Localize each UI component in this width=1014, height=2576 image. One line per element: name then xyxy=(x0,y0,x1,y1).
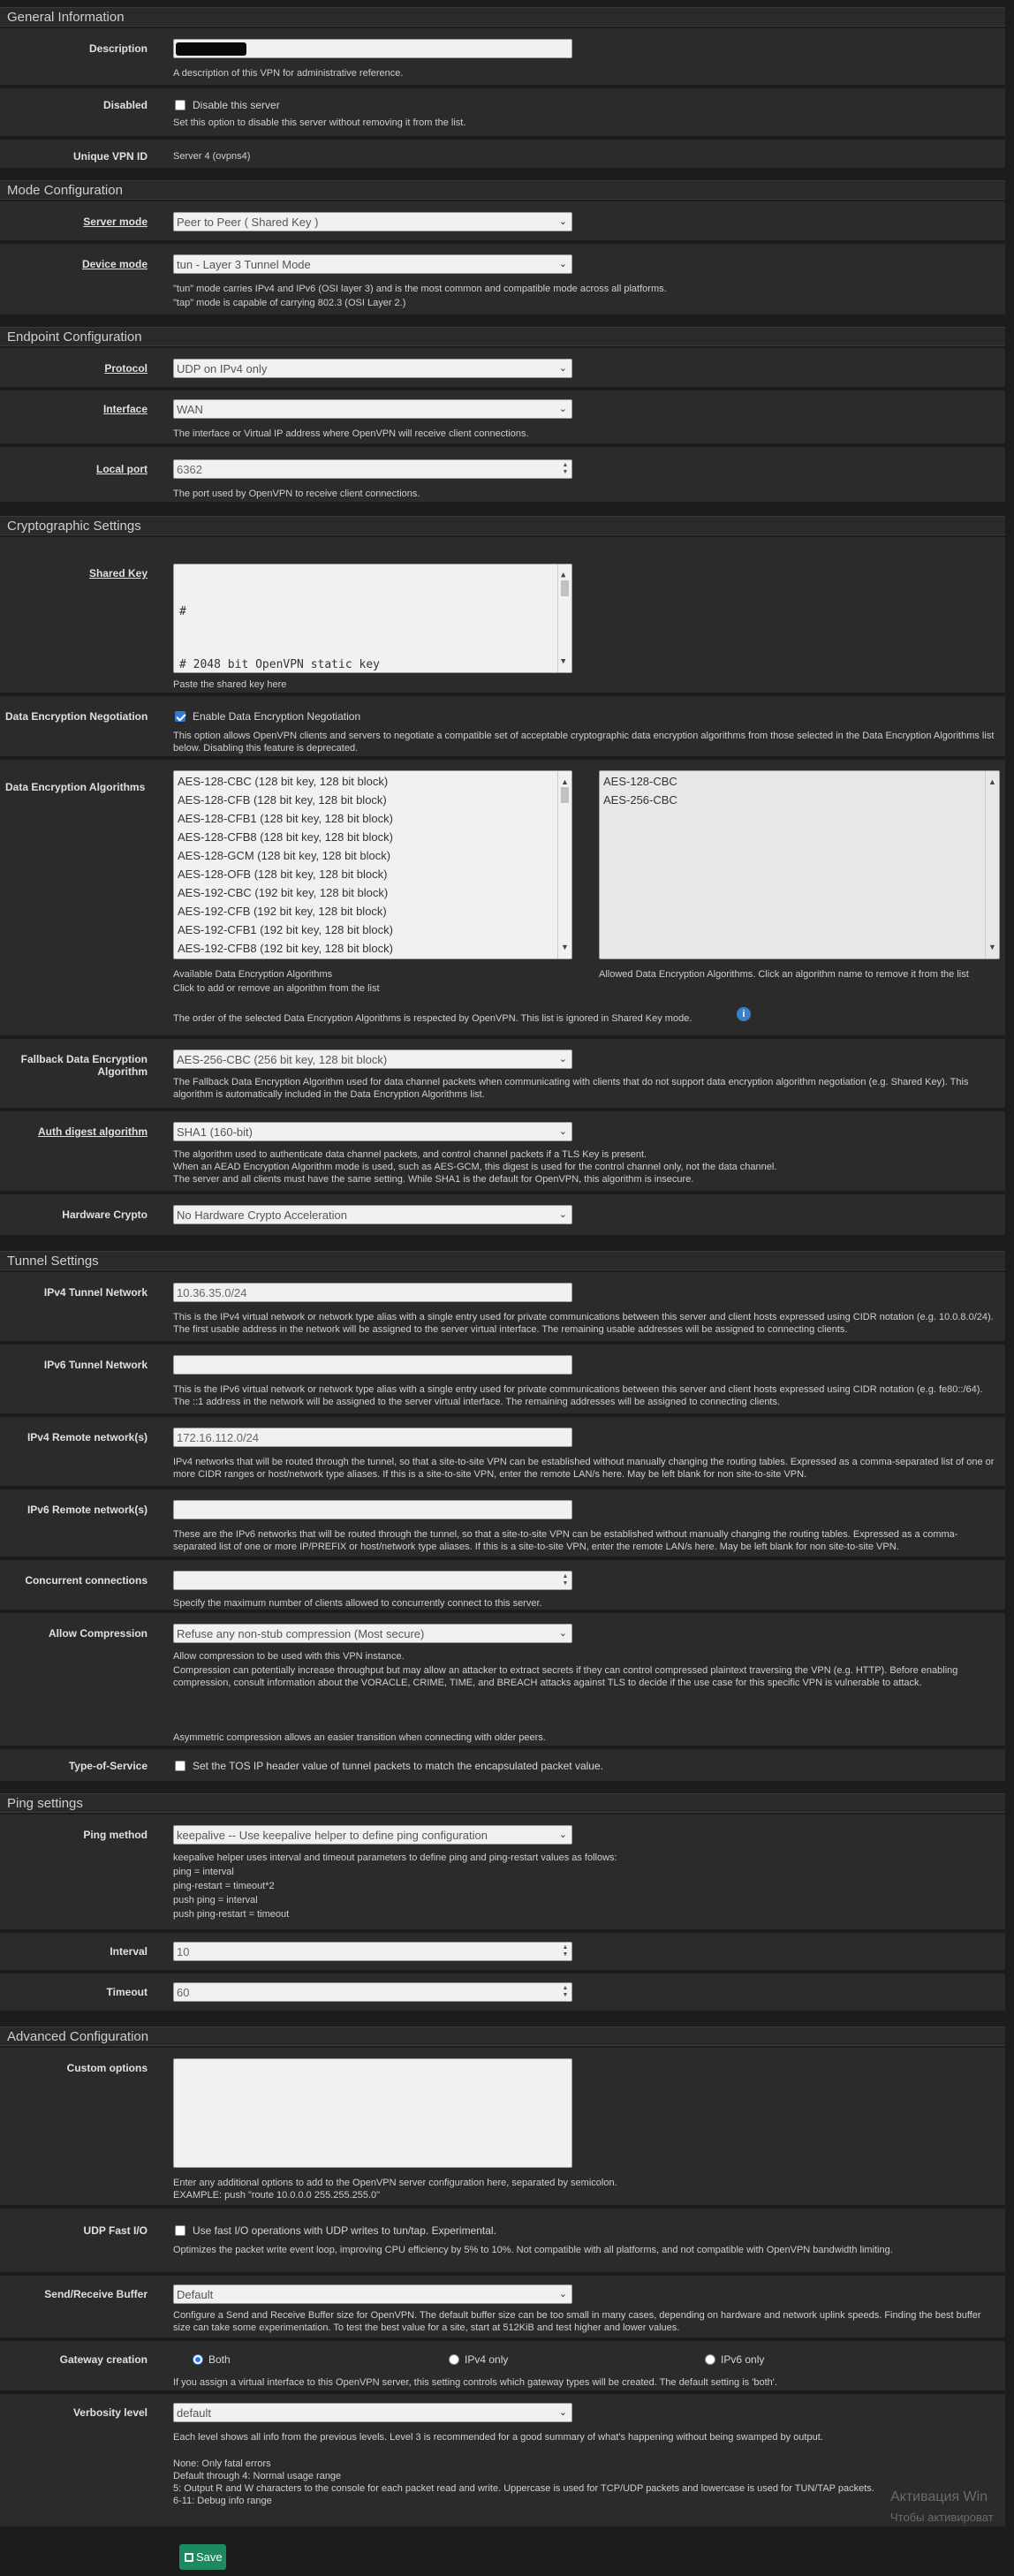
chevron-down-icon: ⌄ xyxy=(558,1830,567,1840)
row-local-port xyxy=(0,447,1005,504)
ipv4-remote-label: IPv4 Remote network(s) xyxy=(26,1431,148,1443)
ping-help-line: push ping = interval xyxy=(173,1895,258,1905)
auth-digest-help-3: The server and all clients must have the same setting. While SHA1 is the default for OpenVPN, this algorithm is insecure. xyxy=(173,1174,694,1185)
compression-help-1: Allow compression to be used with this VPN instance. xyxy=(173,1651,405,1662)
ipv6-remote-label: IPv6 Remote network(s) xyxy=(26,1504,148,1516)
scroll-thumb[interactable] xyxy=(561,787,569,803)
available-algorithm-item[interactable]: AES-128-GCM (128 bit key, 128 bit block) xyxy=(178,849,391,862)
custom-options-help-1: Enter any additional options to add to the OpenVPN server configuration here, separated by semicolon. xyxy=(173,2178,617,2188)
row-interface xyxy=(0,390,1005,445)
protocol-value: UDP on IPv4 only xyxy=(177,362,268,375)
buffer-select[interactable] xyxy=(173,2284,572,2304)
available-algorithms-help-2: Click to add or remove an algorithm from the list xyxy=(173,983,380,994)
interface-value: WAN xyxy=(177,403,203,416)
info-icon[interactable]: i xyxy=(737,1007,751,1021)
compression-select[interactable] xyxy=(173,1624,572,1643)
row-device-mode xyxy=(0,244,1005,316)
interval-input[interactable] xyxy=(173,1942,572,1961)
row-custom-options xyxy=(0,2048,1005,2207)
row-disabled xyxy=(0,88,1005,138)
chevron-down-icon: ⌄ xyxy=(558,1628,567,1639)
verbosity-value: default xyxy=(177,2406,212,2420)
custom-options-label: Custom options xyxy=(66,2062,148,2074)
section-tunnel-title: Tunnel Settings xyxy=(0,1251,1005,1270)
auth-digest-label: Auth digest algorithm xyxy=(38,1125,148,1138)
scroll-up-icon[interactable]: ▲ xyxy=(988,777,996,786)
hardware-crypto-label: Hardware Crypto xyxy=(62,1208,148,1221)
redacted-block xyxy=(176,42,246,56)
local-port-input[interactable] xyxy=(173,459,572,479)
scroll-up-icon[interactable]: ▲ xyxy=(561,571,566,580)
spinner-icon[interactable]: ▲ ▼ xyxy=(562,462,569,475)
negotiation-checkbox-label: Enable Data Encryption Negotiation xyxy=(193,710,361,723)
interval-label: Interval xyxy=(110,1945,148,1958)
fallback-label-line1: Fallback Data Encryption xyxy=(20,1053,148,1065)
device-mode-help-tap: "tap" mode is capable of carrying 802.3 (OSI Layer 2.) xyxy=(173,298,406,308)
verbosity-help-line: Default through 4: Normal usage range xyxy=(173,2471,342,2481)
tos-label: Type-of-Service xyxy=(68,1760,148,1772)
buffer-value: Default xyxy=(177,2288,214,2301)
row-server-mode xyxy=(0,201,1005,242)
ipv6-tunnel-input[interactable] xyxy=(173,1355,572,1375)
row-auth-digest xyxy=(0,1111,1005,1193)
windows-activation-watermark: Активация Win xyxy=(890,2489,988,2504)
server-mode-value: Peer to Peer ( Shared Key ) xyxy=(177,216,319,229)
concurrent-label: Concurrent connections xyxy=(25,1574,148,1587)
udp-fast-io-checkbox[interactable] xyxy=(175,2225,185,2236)
verbosity-help-line: 5: Output R and W characters to the console for each packet read and write. Uppercase is used for TCP/UDP packets and lowercase is used for TUN/TAP packets. xyxy=(173,2483,874,2494)
buffer-label: Send/Receive Buffer xyxy=(44,2288,148,2300)
ipv4-tunnel-label: IPv4 Tunnel Network xyxy=(43,1286,148,1299)
scroll-down-icon[interactable]: ▼ xyxy=(561,657,566,666)
section-general-title: General Information xyxy=(0,7,1005,27)
local-port-help: The port used by OpenVPN to receive client connections. xyxy=(173,489,420,499)
timeout-value: 60 xyxy=(177,1986,190,1999)
server-mode-label: Server mode xyxy=(83,216,148,228)
row-protocol xyxy=(0,348,1005,389)
verbosity-label: Verbosity level xyxy=(72,2406,148,2419)
custom-options-textarea[interactable] xyxy=(173,2058,572,2168)
gateway-help: If you assign a virtual interface to this OpenVPN server, this setting controls which gateway types will be created. The default setting is 'both'. xyxy=(173,2377,777,2388)
available-algorithms-help: Available Data Encryption Algorithms xyxy=(173,969,333,980)
ipv4-tunnel-help: This is the IPv4 virtual network or network type alias with a single entry used for private communications between this server and client hosts expressed using CIDR notation (e.g. 10.0.8.0/24). The first usable address in the network will be assigned to the server virtual interface. The remaining usable addresses will be assigned to connecting clients. xyxy=(173,1312,994,1335)
available-algorithm-item[interactable]: AES-192-CFB1 (192 bit key, 128 bit block) xyxy=(178,923,393,936)
ping-help-line: push ping-restart = timeout xyxy=(173,1909,290,1920)
available-algorithm-item[interactable]: AES-128-CBC (128 bit key, 128 bit block) xyxy=(178,775,389,788)
negotiation-help: This option allows OpenVPN clients and servers to negotiate a compatible set of acceptable cryptographic data encryption algorithms from those selected in the Data Encryption Algorithms list below. Disabling this feature is deprecated. xyxy=(173,731,995,754)
row-fallback xyxy=(0,1039,1005,1110)
ipv6-remote-input[interactable] xyxy=(173,1500,572,1519)
chevron-down-icon: ⌄ xyxy=(558,2289,567,2299)
gateway-ipv4-radio[interactable] xyxy=(449,2354,459,2365)
scroll-thumb[interactable] xyxy=(561,580,569,596)
available-algorithm-item[interactable]: AES-128-OFB (128 bit key, 128 bit block) xyxy=(178,868,388,881)
interface-label: Interface xyxy=(102,403,148,415)
ipv6-tunnel-label: IPv6 Tunnel Network xyxy=(43,1359,148,1371)
chevron-down-icon: ⌄ xyxy=(558,404,567,414)
section-endpoint-title: Endpoint Configuration xyxy=(0,327,1005,346)
row-compression xyxy=(0,1613,1005,1747)
section-advanced-title: Advanced Configuration xyxy=(0,2027,1005,2046)
available-algorithm-item[interactable]: AES-192-CBC (192 bit key, 128 bit block) xyxy=(178,886,389,899)
available-algorithm-item[interactable]: AES-128-CFB8 (128 bit key, 128 bit block) xyxy=(178,830,393,844)
scroll-up-icon[interactable]: ▲ xyxy=(561,777,569,786)
gateway-both-radio[interactable] xyxy=(193,2354,203,2365)
protocol-label: Protocol xyxy=(104,362,148,375)
shared-key-line: # xyxy=(179,605,186,618)
device-mode-select[interactable] xyxy=(173,254,572,274)
unique-id-value: Server 4 (ovpns4) xyxy=(173,151,251,162)
row-verbosity xyxy=(0,2394,1005,2528)
allowed-algorithms-help: Allowed Data Encryption Algorithms. Click an algorithm name to remove it from the list xyxy=(599,969,969,980)
gateway-ipv4-label: IPv4 only xyxy=(465,2353,509,2366)
save-icon xyxy=(185,2553,193,2562)
spinner-icon[interactable]: ▲ ▼ xyxy=(562,1985,569,1998)
udp-fast-io-label: UDP Fast I/O xyxy=(83,2224,148,2237)
ping-method-label: Ping method xyxy=(83,1829,148,1841)
disable-server-checkbox[interactable] xyxy=(175,100,185,110)
gateway-both-label: Both xyxy=(208,2353,231,2366)
protocol-select[interactable] xyxy=(173,359,572,378)
udp-fast-io-checkbox-label: Use fast I/O operations with UDP writes to tun/tap. Experimental. xyxy=(193,2224,496,2237)
concurrent-help: Specify the maximum number of clients allowed to concurrently connect to this server. xyxy=(173,1598,542,1609)
available-list-scrollbar[interactable] xyxy=(557,771,571,958)
verbosity-help-line: 6-11: Debug info range xyxy=(173,2496,272,2506)
row-description xyxy=(0,28,1005,87)
save-button[interactable] xyxy=(179,2544,226,2570)
negotiation-checkbox[interactable] xyxy=(175,711,185,722)
row-concurrent xyxy=(0,1560,1005,1611)
available-algorithm-item[interactable]: AES-192-CFB (192 bit key, 128 bit block) xyxy=(178,905,387,918)
fallback-label-line2: Algorithm xyxy=(97,1065,148,1078)
ping-help-line: ping = interval xyxy=(173,1867,234,1877)
algorithms-order-help: The order of the selected Data Encryption Algorithms is respected by OpenVPN. This list is ignored in Shared Key mode. xyxy=(173,1013,692,1024)
shared-key-scrollbar[interactable] xyxy=(557,564,571,672)
description-input[interactable] xyxy=(173,39,572,58)
ping-help-line: ping-restart = timeout*2 xyxy=(173,1881,275,1891)
timeout-label: Timeout xyxy=(106,1986,148,1998)
description-label: Description xyxy=(88,42,148,55)
tos-checkbox[interactable] xyxy=(175,1761,185,1771)
custom-options-help-2: EXAMPLE: push "route 10.0.0.0 255.255.255.0" xyxy=(173,2190,381,2201)
chevron-down-icon: ⌄ xyxy=(558,363,567,374)
row-ipv6-remote xyxy=(0,1489,1005,1558)
row-negotiation xyxy=(0,696,1005,758)
hardware-crypto-select[interactable] xyxy=(173,1205,572,1224)
verbosity-help-line: None: Only fatal errors xyxy=(173,2459,271,2469)
row-udp-fast-io xyxy=(0,2209,1005,2274)
row-algorithms xyxy=(0,760,1005,1037)
ipv6-tunnel-help: This is the IPv6 virtual network or network type alias with a single entry used for private communications between this server and client hosts expressed using CIDR notation (e.g. fe80::/64). The ::1 address in the network will be assigned to the server virtual interface. The remaining addresses will be assigned to connecting clients. xyxy=(173,1384,983,1407)
allowed-list-scrollbar[interactable] xyxy=(985,771,999,958)
buffer-help: Configure a Send and Receive Buffer size for OpenVPN. The default buffer size can be too small in many cases, depending on hardware and network uplink speeds. Finding the best buffer size can take some experimentation. To test the best value for a site, start at 512KiB and test higher and lower values. xyxy=(173,2310,981,2333)
ping-help-line: keepalive helper uses interval and timeout parameters to define ping and ping-restart values as follows: xyxy=(173,1852,617,1863)
tos-checkbox-label: Set the TOS IP header value of tunnel packets to match the encapsulated packet value. xyxy=(193,1760,603,1772)
auth-digest-select[interactable] xyxy=(173,1122,572,1141)
scroll-down-icon[interactable]: ▼ xyxy=(988,943,996,951)
shared-key-line: # 2048 bit OpenVPN static key xyxy=(179,658,380,671)
algorithms-label: Data Encryption Algorithms xyxy=(5,781,146,793)
save-button-label: Save xyxy=(196,2550,223,2564)
chevron-down-icon: ⌄ xyxy=(558,216,567,227)
fallback-help: The Fallback Data Encryption Algorithm used for data channel packets when communicating with clients that do not support data encryption algorithm negotiation (e.g. Shared Key). This algorithm is automatically included in the Data Encryption Algorithms list. xyxy=(173,1077,969,1100)
ipv4-tunnel-input[interactable]: 10.36.35.0/24 xyxy=(173,1283,572,1302)
disable-server-checkbox-label: Disable this server xyxy=(193,99,280,111)
ping-method-select[interactable] xyxy=(173,1825,572,1845)
row-ipv4-tunnel xyxy=(0,1272,1005,1343)
row-interval xyxy=(0,1933,1005,1972)
server-mode-select[interactable] xyxy=(173,212,572,231)
section-crypto-title: Cryptographic Settings xyxy=(0,516,1005,535)
interface-select[interactable] xyxy=(173,399,572,419)
ipv4-remote-help: IPv4 networks that will be routed through the tunnel, so that a site-to-site VPN can be established without manually changing the routing tables. Expressed as a comma-separated list of one or more CIDR ranges or host/network type aliases. If this is a site-to-site VPN, enter the remote LAN/s here. May be left blank for non site-to-site VPN. xyxy=(173,1457,995,1480)
shared-key-help: Paste the shared key here xyxy=(173,679,287,690)
ipv4-remote-input[interactable]: 172.16.112.0/24 xyxy=(173,1428,572,1447)
chevron-down-icon: ⌄ xyxy=(558,259,567,269)
row-ipv6-tunnel xyxy=(0,1345,1005,1415)
spinner-icon[interactable]: ▲ ▼ xyxy=(562,1573,569,1587)
ping-method-value: keepalive -- Use keepalive helper to define ping configuration xyxy=(177,1829,488,1842)
allowed-algorithm-item[interactable]: AES-128-CBC xyxy=(603,775,677,788)
fallback-algorithm-value: AES-256-CBC (256 bit key, 128 bit block) xyxy=(177,1053,388,1066)
chevron-down-icon: ⌄ xyxy=(558,1126,567,1137)
allowed-algorithm-item[interactable]: AES-256-CBC xyxy=(603,793,677,807)
row-unique-id xyxy=(0,140,1005,170)
local-port-value: 6362 xyxy=(177,463,202,476)
local-port-label: Local port xyxy=(95,463,148,475)
row-buffer xyxy=(0,2276,1005,2339)
unique-id-label: Unique VPN ID xyxy=(72,150,148,163)
allowed-algorithms-list[interactable] xyxy=(599,770,1000,959)
disabled-label: Disabled xyxy=(102,99,148,111)
available-algorithms-list[interactable] xyxy=(173,770,572,959)
udp-fast-io-help: Optimizes the packet write event loop, improving CPU efficiency by 5% to 10%. Not compatible with all platforms, and not compatible with OpenVPN bandwidth limiting. xyxy=(173,2245,893,2255)
gateway-label: Gateway creation xyxy=(59,2353,148,2366)
row-tos xyxy=(0,1749,1005,1783)
compression-label: Allow Compression xyxy=(48,1627,148,1640)
row-shared-key xyxy=(0,537,1005,694)
device-mode-help-tun: "tun" mode carries IPv4 and IPv6 (OSI layer 3) and is the most common and compatible mode across all platforms. xyxy=(173,284,667,294)
description-help: A description of this VPN for administrative reference. xyxy=(173,68,404,79)
negotiation-label: Data Encryption Negotiation xyxy=(5,710,148,723)
fallback-label xyxy=(0,1053,155,1078)
windows-activation-watermark-sub: Чтобы активироват xyxy=(890,2511,994,2524)
auth-digest-help-1: The algorithm used to authenticate data channel packets, and control channel packets if a TLS Key is present. xyxy=(173,1149,647,1160)
chevron-down-icon: ⌄ xyxy=(558,2407,567,2418)
device-mode-label: Device mode xyxy=(81,258,148,270)
section-ping-title: Ping settings xyxy=(0,1793,1005,1813)
shared-key-label: Shared Key xyxy=(88,567,148,580)
concurrent-input[interactable] xyxy=(173,1571,572,1590)
available-algorithm-item[interactable]: AES-128-CFB (128 bit key, 128 bit block) xyxy=(178,793,387,807)
interval-value: 10 xyxy=(177,1945,190,1959)
shared-key-textarea[interactable] xyxy=(173,564,572,673)
row-timeout xyxy=(0,1974,1005,2012)
compression-value: Refuse any non-stub compression (Most secure) xyxy=(177,1627,425,1640)
row-gateway xyxy=(0,2341,1005,2392)
verbosity-select[interactable] xyxy=(173,2403,572,2422)
gateway-ipv6-label: IPv6 only xyxy=(721,2353,765,2366)
ipv6-remote-help: These are the IPv6 networks that will be routed through the tunnel, so that a site-to-site VPN can be established without manually changing the routing tables. Expressed as a comma-separated list of one or more IP/PREFIX or host/network type aliases. If this is a site-to-site VPN, enter the remote LAN/s here. May be left blank for non site-to-site VPN. xyxy=(173,1529,958,1552)
spinner-icon[interactable]: ▲ ▼ xyxy=(562,1944,569,1958)
row-ipv4-remote xyxy=(0,1417,1005,1488)
scroll-down-icon[interactable]: ▼ xyxy=(561,943,569,951)
verbosity-help: Each level shows all info from the previous levels. Level 3 is recommended for a good summary of what's happening without being swamped by output. xyxy=(173,2432,823,2443)
available-algorithm-item[interactable]: AES-128-CFB1 (128 bit key, 128 bit block) xyxy=(178,812,393,825)
row-ping-method xyxy=(0,1815,1005,1931)
timeout-input[interactable] xyxy=(173,1982,572,2002)
compression-help-2: Compression can potentially increase throughput but may allow an attacker to extract secrets if they can control compressed plaintext traversing the VPN (e.g. HTTP). Before enabling compression, consult information about the VORACLE, CRIME, TIME, and BREACH attacks against TLS to decide if the use case for this specific VPN is vulnerable to attack. xyxy=(173,1665,958,1688)
chevron-down-icon: ⌄ xyxy=(558,1209,567,1220)
hardware-crypto-value: No Hardware Crypto Acceleration xyxy=(177,1208,347,1222)
row-hardware-crypto xyxy=(0,1194,1005,1237)
gateway-ipv6-radio[interactable] xyxy=(705,2354,715,2365)
auth-digest-help-2: When an AEAD Encryption Algorithm mode is used, such as AES-GCM, this digest is used for the control channel only, not the data channel. xyxy=(173,1162,777,1172)
auth-digest-value: SHA1 (160-bit) xyxy=(177,1125,253,1139)
fallback-algorithm-select[interactable] xyxy=(173,1049,572,1069)
available-algorithm-item[interactable]: AES-192-CFB8 (192 bit key, 128 bit block) xyxy=(178,942,393,955)
compression-help-3: Asymmetric compression allows an easier transition when connecting with older peers. xyxy=(173,1732,546,1743)
chevron-down-icon: ⌄ xyxy=(558,1054,567,1064)
disabled-help: Set this option to disable this server without removing it from the list. xyxy=(173,117,466,128)
interface-help: The interface or Virtual IP address where OpenVPN will receive client connections. xyxy=(173,428,529,439)
device-mode-value: tun - Layer 3 Tunnel Mode xyxy=(177,258,311,271)
section-mode-title: Mode Configuration xyxy=(0,180,1005,200)
